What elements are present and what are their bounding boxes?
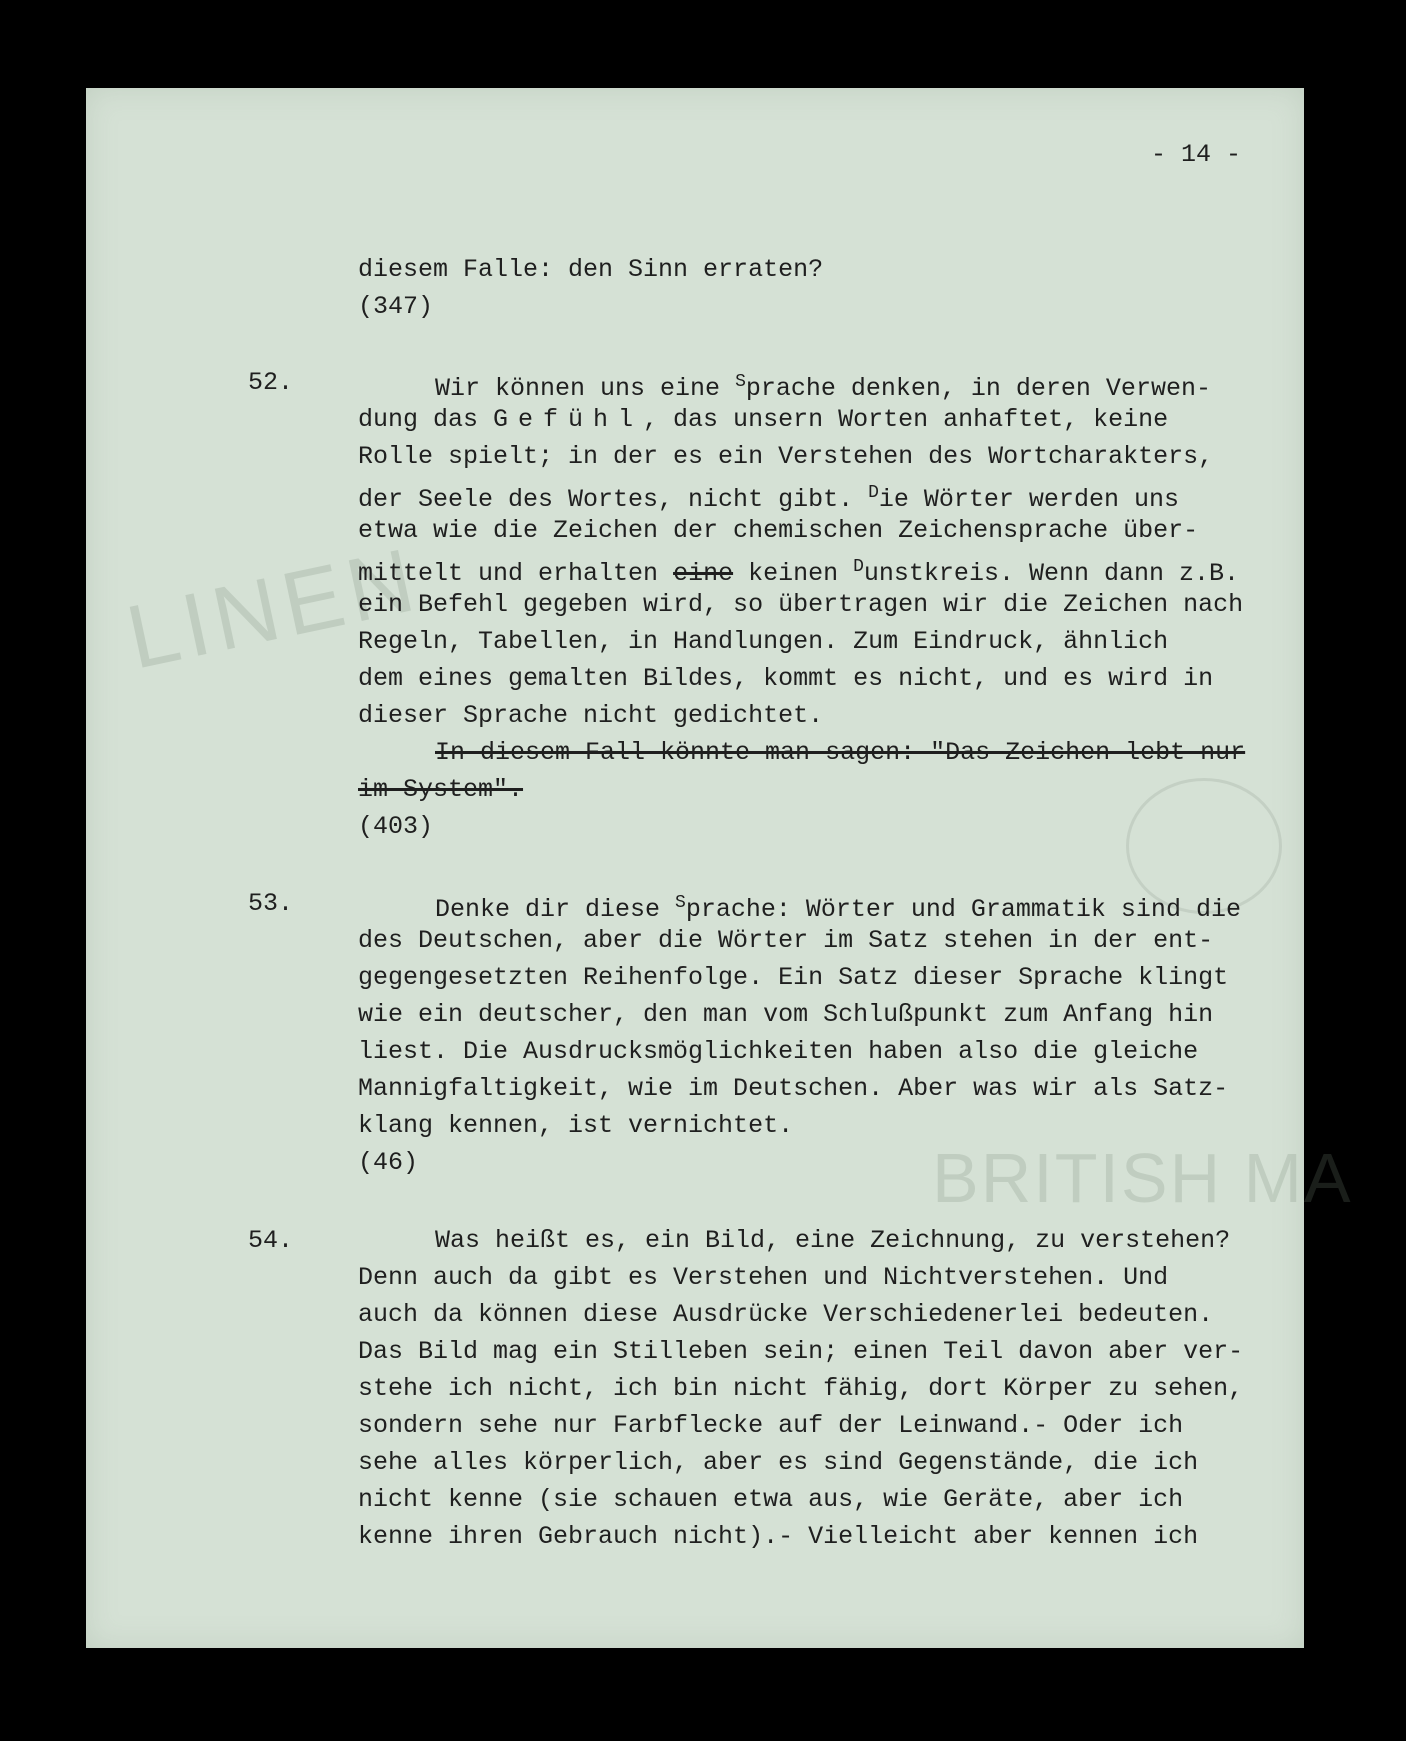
section-number-52: 52.: [248, 368, 294, 397]
p52-line-10: dieser Sprache nicht gedichtet.: [358, 701, 824, 730]
p53-line-7: klang kennen, ist vernichtet.: [358, 1111, 794, 1140]
p52-line-3: Rolle spielt; in der es ein Verstehen des Wortcharakters,: [358, 442, 1214, 471]
p53-line-4: wie ein deutscher, den man vom Schlußpunkt zum Anfang hin: [358, 1000, 1214, 1029]
p53-line-3: gegengesetzten Reihenfolge. Ein Satz dieser Sprache klingt: [358, 963, 1229, 992]
p54-line-5: stehe ich nicht, ich bin nicht fähig, dort Körper zu sehen,: [358, 1374, 1244, 1403]
p52-line-6: mittelt und erhalten eine keinen $^D$unstkreis. Wenn dann z.B.: [358, 557, 1239, 588]
p52-line-4: der Seele des Wortes, nicht gibt. $^D$ie Wörter werden uns: [358, 483, 1179, 514]
p52-line-8: Regeln, Tabellen, in Handlungen. Zum Eindruck, ähnlich: [358, 627, 1169, 656]
p53-line-5: liest. Die Ausdrucksmöglichkeiten haben also die gleiche: [358, 1037, 1199, 1066]
p52-struck-line-1: In diesem Fall könnte man sagen: "Das Zeichen lebt nur: [435, 738, 1246, 767]
p52-line-9: dem eines gemalten Bildes, kommt es nicht, und es wird in: [358, 664, 1214, 693]
watermark-linen: LINEN: [118, 529, 429, 689]
p54-line-6: sondern sehe nur Farbflecke auf der Leinwand.- Oder ich: [358, 1411, 1184, 1440]
p52-line-1: Wir können uns eine $^S$prache denken, in deren Verwen-: [435, 372, 1211, 403]
p54-line-2: Denn auch da gibt es Verstehen und Nichtverstehen. Und: [358, 1263, 1169, 1292]
p53-ref: (46): [358, 1148, 419, 1177]
p54-line-8: nicht kenne (sie schauen etwa aus, wie Geräte, aber ich: [358, 1485, 1184, 1514]
p52-struck-line-2: im System".: [358, 775, 524, 804]
p52-ref: (403): [358, 812, 434, 841]
intro-line: diesem Falle: den Sinn erraten?: [358, 255, 824, 284]
section-number-54: 54.: [248, 1226, 294, 1255]
p54-line-1: Was heißt es, ein Bild, eine Zeichnung, zu verstehen?: [435, 1226, 1231, 1255]
p52-line-5: etwa wie die Zeichen der chemischen Zeichensprache über-: [358, 516, 1199, 545]
p53-line-2: des Deutschen, aber die Wörter im Satz stehen in der ent-: [358, 926, 1214, 955]
p53-line-1: Denke dir diese $^S$prache: Wörter und Grammatik sind die: [435, 893, 1241, 924]
watermark-british-made: BRITISH MA: [932, 1139, 1353, 1217]
p54-line-9: kenne ihren Gebrauch nicht).- Vielleicht aber kennen ich: [358, 1522, 1199, 1551]
p52-line-7: ein Befehl gegeben wird, so übertragen wir die Zeichen nach: [358, 590, 1244, 619]
p54-line-7: sehe alles körperlich, aber es sind Gegenstände, die ich: [358, 1448, 1199, 1477]
p53-line-6: Mannigfaltigkeit, wie im Deutschen. Aber was wir als Satz-: [358, 1074, 1229, 1103]
p52-line-2: dung das Gefühl, das unsern Worten anhaftet, keine: [358, 405, 1169, 434]
p54-line-3: auch da können diese Ausdrücke Verschiedenerlei bedeuten.: [358, 1300, 1214, 1329]
p54-line-4: Das Bild mag ein Stilleben sein; einen Teil davon aber ver-: [358, 1337, 1244, 1366]
section-number-53: 53.: [248, 889, 294, 918]
page-number: - 14 -: [1151, 140, 1242, 169]
intro-ref: (347): [358, 292, 434, 321]
